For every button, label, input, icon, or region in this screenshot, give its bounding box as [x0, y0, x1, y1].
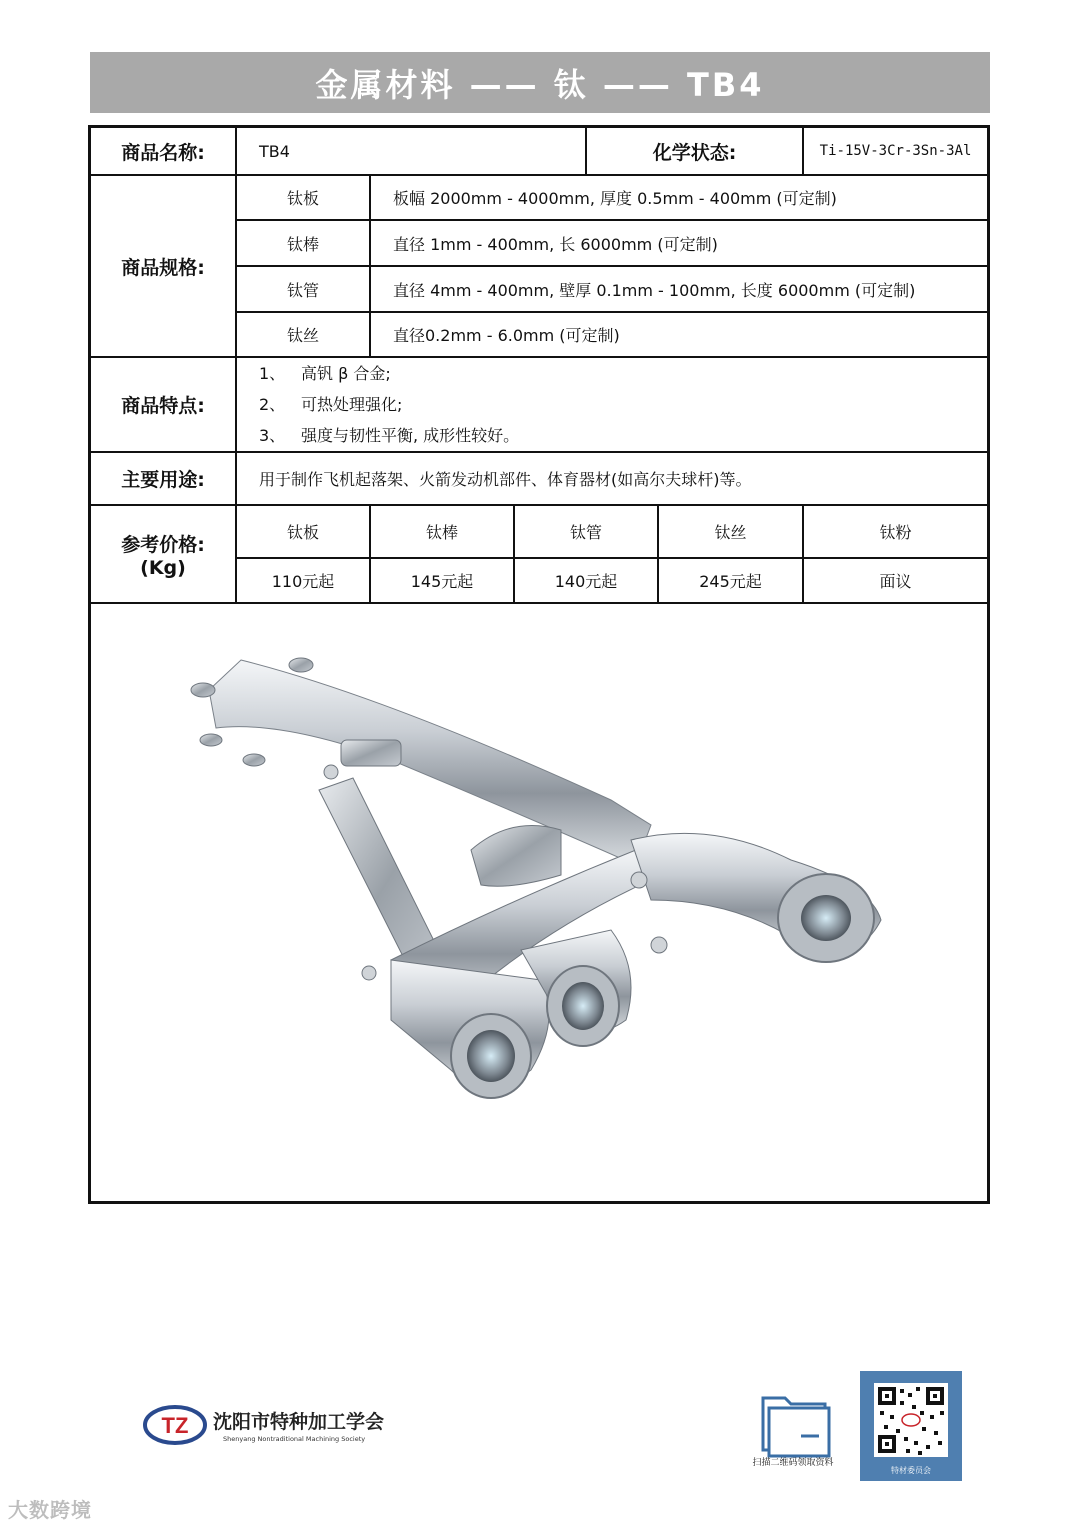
feature-num: 2、 — [259, 395, 286, 414]
price-type-row — [91, 505, 987, 558]
page-title-bar — [90, 52, 990, 113]
features-row — [91, 357, 987, 452]
society-english-name: Shenyang Nontraditional Machining Society — [223, 1435, 366, 1443]
society-name: 沈阳市特种加工学会 — [213, 1411, 385, 1433]
logo-mark-text: TZ — [161, 1413, 189, 1438]
spec-table — [91, 128, 987, 604]
spec-type: 钛管 — [236, 266, 370, 312]
product-image-area — [91, 600, 987, 1201]
feature-item — [237, 389, 987, 420]
feature-text: 强度与韧性平衡, 成形性较好。 — [301, 426, 520, 445]
feature-num: 3、 — [259, 426, 286, 445]
usage-label: 主要用途: — [91, 452, 236, 505]
landing-gear-illustration — [91, 600, 987, 1201]
features-label: 商品特点: — [91, 357, 236, 452]
spec-type: 钛板 — [236, 175, 370, 220]
price-type: 钛管 — [514, 505, 658, 558]
chem-label: 化学状态: — [586, 128, 803, 175]
price-type: 钛丝 — [658, 505, 803, 558]
feature-text: 可热处理强化; — [301, 395, 403, 414]
price-value: 面议 — [803, 558, 987, 603]
spec-type: 钛棒 — [236, 220, 370, 266]
spec-desc: 直径 1mm - 400mm, 长 6000mm (可定制) — [370, 220, 987, 266]
feature-num: 1、 — [259, 364, 286, 383]
scan-caption: 扫描二维码领取资料 — [752, 1458, 834, 1468]
qr-code-panel[interactable] — [860, 1371, 962, 1481]
spec-sheet — [88, 125, 990, 1204]
feature-text: 高钒 β 合金; — [301, 364, 391, 383]
price-value: 140元起 — [514, 558, 658, 603]
name-label: 商品名称: — [91, 128, 236, 175]
spec-type: 钛丝 — [236, 312, 370, 357]
chem-value: Ti-15V-3Cr-3Sn-3Al — [803, 128, 987, 175]
spec-label: 商品规格: — [91, 175, 236, 357]
features-cell — [236, 357, 987, 452]
qr-code-icon[interactable] — [860, 1371, 962, 1481]
feature-item — [237, 420, 987, 451]
society-logo — [143, 1402, 423, 1448]
society-logo-mark — [143, 1402, 423, 1448]
qr-caption: 特材委员会 — [891, 1466, 931, 1475]
page-title: 金属材料 —— 钛 —— TB4 — [315, 65, 765, 104]
feature-item — [237, 358, 987, 389]
folder-icon — [755, 1386, 835, 1464]
price-type: 钛板 — [236, 505, 370, 558]
spec-desc: 直径0.2mm - 6.0mm (可定制) — [370, 312, 987, 357]
name-row — [91, 128, 987, 175]
price-value: 245元起 — [658, 558, 803, 603]
spec-desc: 直径 4mm - 400mm, 壁厚 0.1mm - 100mm, 长度 6000mm (可定制) — [370, 266, 987, 312]
price-value: 145元起 — [370, 558, 514, 603]
price-label: 参考价格: — [121, 533, 205, 556]
name-value: TB4 — [236, 128, 586, 175]
usage-row — [91, 452, 987, 505]
usage-text: 用于制作飞机起落架、火箭发动机部件、体育器材(如高尔夫球杆)等。 — [236, 452, 987, 505]
spec-row — [91, 175, 987, 220]
price-value: 110元起 — [236, 558, 370, 603]
watermark: 大数跨境 — [8, 1498, 92, 1522]
price-type: 钛粉 — [803, 505, 987, 558]
price-unit: (Kg) — [140, 556, 186, 579]
price-label-cell — [91, 505, 236, 603]
spec-desc: 板幅 2000mm - 4000mm, 厚度 0.5mm - 400mm (可定制) — [370, 175, 987, 220]
price-type: 钛棒 — [370, 505, 514, 558]
